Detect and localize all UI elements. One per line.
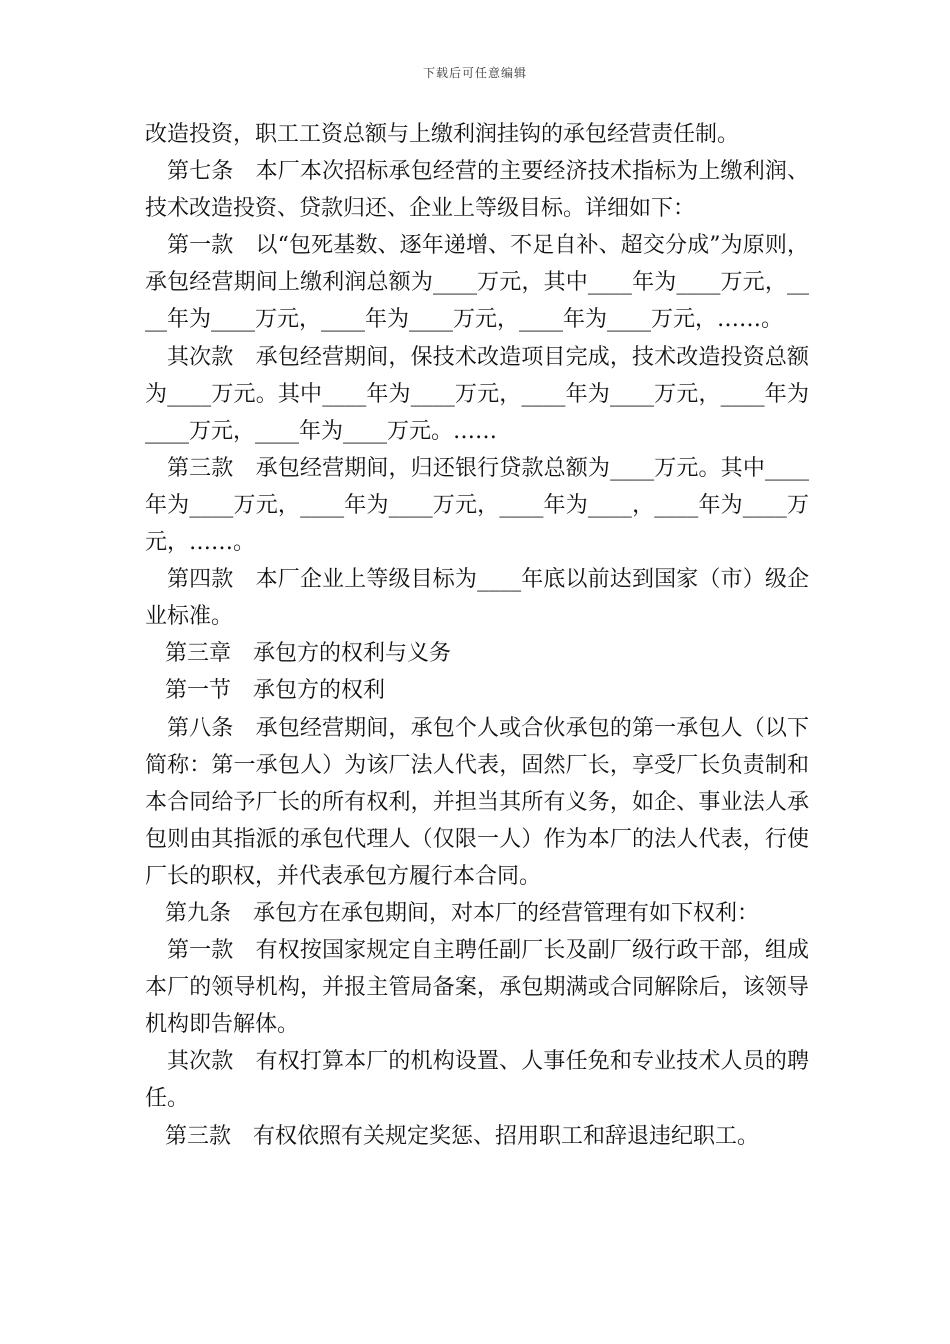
paragraph-continuation: 改造投资，职工工资总额与上缴利润挂钩的承包经营责任制。: [145, 122, 740, 147]
paragraph-article-8: 第八条 承包经营期间，承包个人或合伙承包的第一承包人（以下简称：第一承包人）为该厂法人代表，固然厂长，享受厂长负责制和本合同给予厂长的所有权利，并担当其所有义务，如企、事业法人承包则由其指派的承包代理人（仅限一人）作为本厂的法人代表，行使厂长的职权，并代表承包方履行本合同。: [145, 715, 809, 889]
paragraph-article-7: 第七条 本厂本次招标承包经营的主要经济技术指标为上缴利润、技术改造投资、贷款归还、企业上等级目标。详细如下：: [145, 159, 809, 222]
paragraph-article-9: 第九条 承包方在承包期间，对本厂的经营管理有如下权利：: [165, 900, 760, 926]
paragraph-rights-clause-3: 第三款 有权依照有关规定奖惩、招用职工和辞退违纪职工。: [165, 1123, 760, 1149]
paragraph-rights-clause-1: 第一款 有权按国家规定自主聘任副厂长及副厂级行政干部，组成本厂的领导机构，并报主管局备案，承包期满或合同解除后，该领导机构即告解体。: [145, 938, 809, 1038]
paragraph-clause-3-loan: 第三款 承包经营期间，归还银行贷款总额为____万元。其中____年为____万元，____年为____万元，____年为____，____年为____万元，……。: [145, 455, 809, 556]
paragraph-clause-1-profit: 第一款 以“包死基数、逐年递增、不足自补、超交分成”为原则，承包经营期间上缴利润总额为____万元，其中____年为____万元，____年为____万元，____年为____万元，____年为____万元，……。: [145, 233, 809, 333]
chapter-heading: 第三章 承包方的权利与义务: [165, 641, 452, 667]
paragraph-clause-4-grade: 第四款 本厂企业上等级目标为____年底以前达到国家（市）级企业标准。: [145, 567, 809, 630]
document-body: [145, 116, 809, 1155]
paragraph-rights-clause-2: 其次款 有权打算本厂的机构设置、人事任免和专业技术人员的聘任。: [145, 1049, 809, 1112]
paragraph-clause-2-investment: 其次款 承包经营期间，保技术改造项目完成，技术改造投资总额为____万元。其中____年为____万元，____年为____万元，____年为____万元，____年为____万元。……: [145, 344, 809, 444]
section-heading: 第一节 承包方的权利: [165, 678, 386, 704]
page-header: 下载后可任意编辑: [422, 66, 527, 80]
